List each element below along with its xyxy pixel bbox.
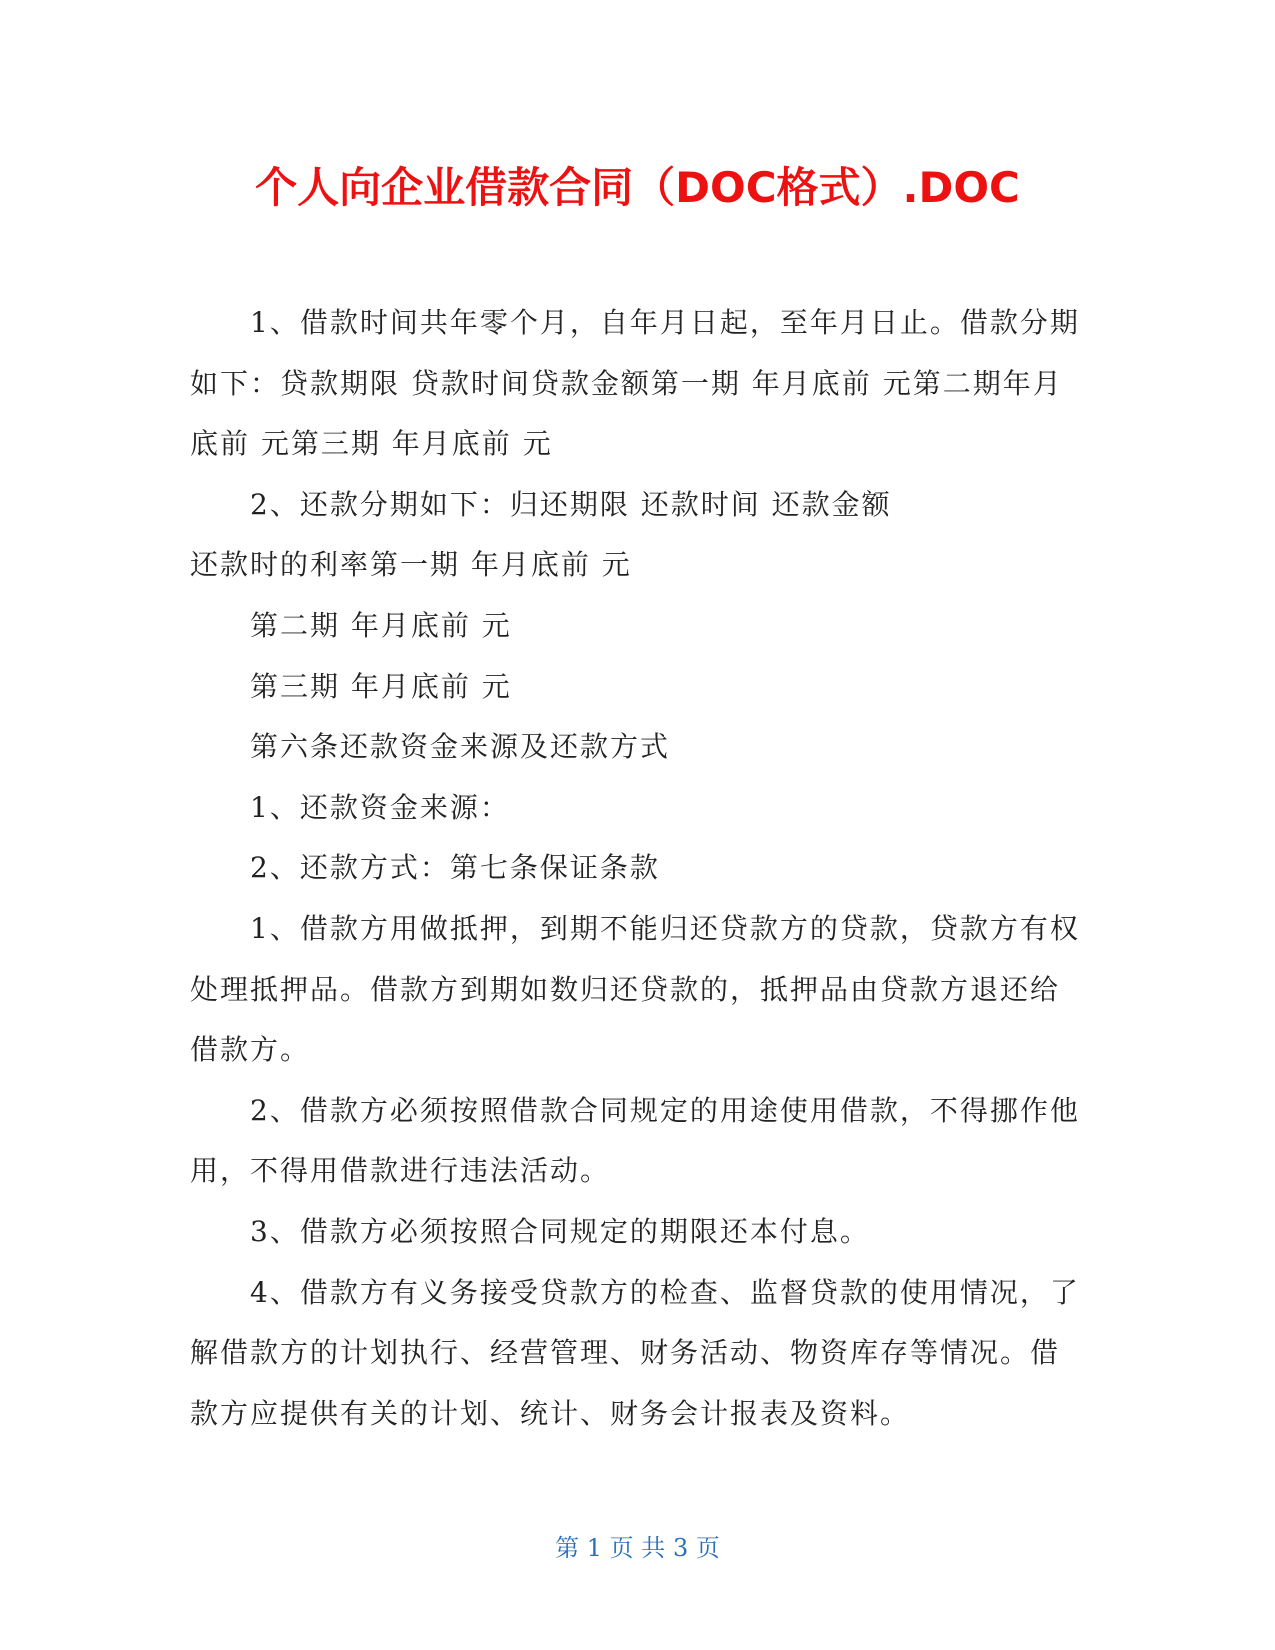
paragraph: 4、借款方有义务接受贷款方的检查、监督贷款的使用情况，了解借款方的计划执行、经营管理、财务活动、物资库存等情况。借款方应提供有关的计划、统计、财务会计报表及资料。 (190, 1275, 1080, 1430)
paragraph: 1、借款方用做抵押，到期不能归还贷款方的贷款，贷款方有权处理抵押品。借款方到期如数归还贷款的，抵押品由贷款方退还给借款方。 (190, 911, 1080, 1067)
page-number-footer: 第 1 页 共 3 页 (555, 1534, 720, 1562)
paragraph: 3、借款方必须按照合同规定的期限还本付息。 (250, 1214, 870, 1248)
paragraph: 2、借款方必须按照借款合同规定的用途使用借款，不得挪作他用，不得用借款进行违法活动。 (190, 1093, 1080, 1188)
paragraph: 第二期 年月底前 元 (250, 608, 512, 642)
paragraph: 2、还款分期如下：归还期限 还款时间 还款金额 (250, 487, 892, 521)
document-body (190, 293, 1080, 1444)
section-heading: 第六条还款资金来源及还款方式 (250, 730, 671, 764)
paragraph: 第三期 年月底前 元 (250, 669, 512, 703)
paragraph: 1、还款资金来源： (250, 790, 510, 824)
paragraph: 还款时的利率第一期 年月底前 元 (190, 548, 632, 582)
document-title: 个人向企业借款合同（DOC格式）.DOC (255, 163, 1020, 212)
paragraph: 2、还款方式：第七条保证条款 (250, 851, 660, 885)
paragraph: 1、借款时间共年零个月，自年月日起，至年月日止。借款分期如下：贷款期限 贷款时间贷款金额第一期 年月底前 元第二期年月底前 元第三期 年月底前 元 (190, 306, 1080, 461)
